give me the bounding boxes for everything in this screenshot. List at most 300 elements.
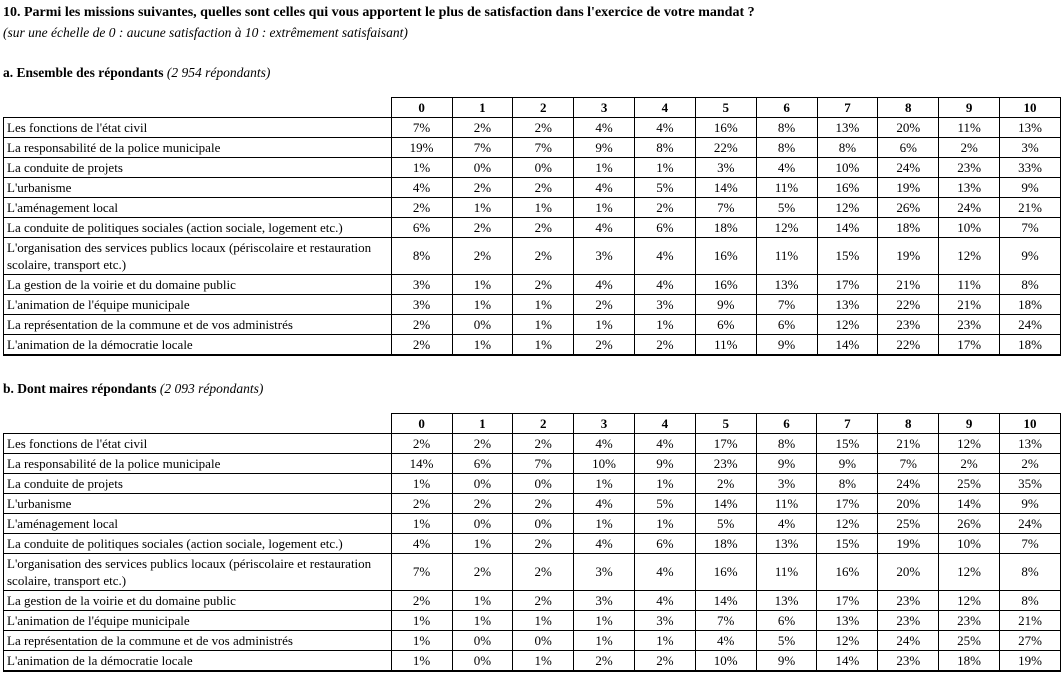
percentage-cell: 15%	[817, 434, 878, 454]
percentage-cell: 2%	[513, 238, 574, 275]
mission-label: L'urbanisme	[4, 178, 392, 198]
mission-row	[4, 554, 1061, 591]
percentage-cell: 11%	[756, 554, 817, 591]
mission-label: L'organisation des services publics locaux (périscolaire et restauration scolaire, transport etc.)	[4, 554, 392, 591]
percentage-cell: 21%	[1000, 611, 1061, 631]
percentage-cell: 13%	[939, 178, 1000, 198]
mission-row	[4, 198, 1061, 218]
percentage-cell: 5%	[695, 514, 756, 534]
percentage-cell: 18%	[695, 218, 756, 238]
percentage-cell: 24%	[878, 474, 939, 494]
scale-column-header: 7	[817, 98, 878, 118]
percentage-cell: 4%	[574, 534, 635, 554]
corner-cell	[4, 98, 392, 118]
scale-column-header: 4	[634, 414, 695, 434]
percentage-cell: 0%	[452, 474, 513, 494]
percentage-cell: 1%	[391, 611, 452, 631]
percentage-cell: 1%	[574, 611, 635, 631]
percentage-cell: 11%	[695, 335, 756, 356]
percentage-cell: 2%	[391, 434, 452, 454]
mission-label: La responsabilité de la police municipale	[4, 138, 392, 158]
percentage-cell: 2%	[574, 295, 635, 315]
scale-column-header: 8	[878, 98, 939, 118]
percentage-cell: 1%	[574, 474, 635, 494]
scale-column-header: 6	[756, 98, 817, 118]
percentage-cell: 18%	[1000, 295, 1061, 315]
percentage-cell: 4%	[634, 434, 695, 454]
percentage-cell: 2%	[513, 118, 574, 138]
percentage-cell: 1%	[574, 198, 635, 218]
percentage-cell: 11%	[756, 178, 817, 198]
question-scale-note: (sur une échelle de 0 : aucune satisfaction à 10 : extrêmement satisfaisant)	[3, 25, 408, 40]
percentage-cell: 8%	[635, 138, 696, 158]
section-a-respondent-count: (2 954 répondants)	[166, 65, 271, 80]
percentage-cell: 2%	[513, 275, 574, 295]
percentage-cell: 4%	[695, 631, 756, 651]
percentage-cell: 0%	[452, 631, 513, 651]
percentage-cell: 2%	[513, 218, 574, 238]
percentage-cell: 25%	[939, 474, 1000, 494]
percentage-cell: 23%	[939, 611, 1000, 631]
percentage-cell: 23%	[878, 591, 939, 611]
percentage-cell: 13%	[817, 611, 878, 631]
percentage-cell: 7%	[878, 454, 939, 474]
percentage-cell: 19%	[1000, 651, 1061, 672]
table-ensemble-repondants	[3, 97, 1061, 356]
percentage-cell: 9%	[817, 454, 878, 474]
percentage-cell: 4%	[574, 218, 635, 238]
percentage-cell: 17%	[939, 335, 1000, 356]
mission-row	[4, 494, 1061, 514]
percentage-cell: 1%	[634, 631, 695, 651]
percentage-cell: 2%	[452, 118, 513, 138]
mission-label: La représentation de la commune et de vos administrés	[4, 315, 392, 335]
percentage-cell: 12%	[756, 218, 817, 238]
percentage-cell: 9%	[756, 454, 817, 474]
mission-label: La conduite de projets	[4, 158, 392, 178]
percentage-cell: 3%	[695, 158, 756, 178]
percentage-cell: 13%	[1000, 118, 1061, 138]
scale-header-row	[4, 98, 1061, 118]
mission-row	[4, 178, 1061, 198]
percentage-cell: 1%	[391, 474, 452, 494]
percentage-cell: 2%	[574, 335, 635, 356]
percentage-cell: 19%	[878, 238, 939, 275]
percentage-cell: 1%	[391, 651, 452, 672]
percentage-cell: 16%	[695, 238, 756, 275]
percentage-cell: 2%	[513, 178, 574, 198]
percentage-cell: 1%	[513, 295, 574, 315]
percentage-cell: 14%	[817, 218, 878, 238]
percentage-cell: 11%	[756, 238, 817, 275]
percentage-cell: 0%	[452, 315, 513, 335]
mission-row	[4, 434, 1061, 454]
scale-column-header: 5	[695, 98, 756, 118]
percentage-cell: 21%	[1000, 198, 1061, 218]
percentage-cell: 9%	[634, 454, 695, 474]
percentage-cell: 9%	[574, 138, 635, 158]
percentage-cell: 2%	[452, 494, 513, 514]
percentage-cell: 1%	[513, 611, 574, 631]
mission-label: La conduite de politiques sociales (action sociale, logement etc.)	[4, 534, 392, 554]
percentage-cell: 7%	[391, 554, 452, 591]
scale-column-header: 10	[1000, 414, 1061, 434]
section-a-heading-label: a. Ensemble des répondants	[3, 65, 164, 80]
percentage-cell: 10%	[939, 218, 1000, 238]
percentage-cell: 0%	[513, 631, 574, 651]
percentage-cell: 12%	[817, 198, 878, 218]
mission-label: Les fonctions de l'état civil	[4, 118, 392, 138]
percentage-cell: 12%	[939, 554, 1000, 591]
percentage-cell: 9%	[1000, 238, 1061, 275]
percentage-cell: 5%	[634, 494, 695, 514]
percentage-cell: 2%	[634, 651, 695, 672]
scale-column-header: 9	[939, 414, 1000, 434]
mission-row	[4, 315, 1061, 335]
percentage-cell: 19%	[878, 178, 939, 198]
percentage-cell: 4%	[391, 178, 452, 198]
percentage-cell: 0%	[452, 514, 513, 534]
percentage-cell: 14%	[695, 494, 756, 514]
percentage-cell: 1%	[574, 315, 635, 335]
percentage-cell: 4%	[391, 534, 452, 554]
percentage-cell: 8%	[1000, 275, 1061, 295]
percentage-cell: 8%	[1000, 591, 1061, 611]
percentage-cell: 1%	[635, 158, 696, 178]
percentage-cell: 2%	[635, 198, 696, 218]
table-maires-repondants	[3, 413, 1061, 672]
mission-label: La conduite de politiques sociales (action sociale, logement etc.)	[4, 218, 392, 238]
percentage-cell: 25%	[939, 631, 1000, 651]
mission-label: La conduite de projets	[4, 474, 392, 494]
percentage-cell: 4%	[574, 494, 635, 514]
percentage-cell: 3%	[756, 474, 817, 494]
percentage-cell: 5%	[756, 198, 817, 218]
percentage-cell: 21%	[939, 295, 1000, 315]
scale-column-header: 1	[452, 98, 513, 118]
percentage-cell: 7%	[1000, 534, 1061, 554]
percentage-cell: 10%	[695, 651, 756, 672]
mission-row	[4, 631, 1061, 651]
percentage-cell: 1%	[452, 534, 513, 554]
percentage-cell: 14%	[817, 651, 878, 672]
mission-row	[4, 138, 1061, 158]
percentage-cell: 0%	[452, 651, 513, 672]
percentage-cell: 2%	[452, 218, 513, 238]
scale-column-header: 1	[452, 414, 513, 434]
percentage-cell: 2%	[391, 591, 452, 611]
scale-column-header: 2	[513, 414, 574, 434]
section-a-heading	[3, 64, 1061, 81]
section-b-heading	[3, 380, 1061, 397]
scale-column-header: 5	[695, 414, 756, 434]
percentage-cell: 1%	[391, 514, 452, 534]
percentage-cell: 17%	[817, 591, 878, 611]
mission-row	[4, 591, 1061, 611]
percentage-cell: 8%	[756, 434, 817, 454]
mission-row	[4, 651, 1061, 672]
percentage-cell: 23%	[878, 611, 939, 631]
mission-label: L'animation de la démocratie locale	[4, 651, 392, 672]
percentage-cell: 12%	[817, 514, 878, 534]
percentage-cell: 26%	[878, 198, 939, 218]
percentage-cell: 2%	[391, 315, 452, 335]
percentage-cell: 6%	[878, 138, 939, 158]
percentage-cell: 26%	[939, 514, 1000, 534]
percentage-cell: 4%	[635, 118, 696, 138]
percentage-cell: 14%	[391, 454, 452, 474]
percentage-cell: 9%	[695, 295, 756, 315]
percentage-cell: 23%	[939, 158, 1000, 178]
percentage-cell: 1%	[452, 591, 513, 611]
percentage-cell: 10%	[939, 534, 1000, 554]
percentage-cell: 3%	[391, 275, 452, 295]
percentage-cell: 17%	[817, 275, 878, 295]
percentage-cell: 18%	[1000, 335, 1061, 356]
percentage-cell: 25%	[878, 514, 939, 534]
percentage-cell: 1%	[452, 198, 513, 218]
percentage-cell: 14%	[695, 178, 756, 198]
mission-row	[4, 158, 1061, 178]
mission-row	[4, 454, 1061, 474]
percentage-cell: 7%	[452, 138, 513, 158]
percentage-cell: 7%	[1000, 218, 1061, 238]
scale-column-header: 7	[817, 414, 878, 434]
percentage-cell: 7%	[391, 118, 452, 138]
percentage-cell: 15%	[817, 534, 878, 554]
scale-column-header: 0	[391, 98, 452, 118]
mission-label: L'animation de l'équipe municipale	[4, 611, 392, 631]
percentage-cell: 23%	[695, 454, 756, 474]
mission-label: La responsabilité de la police municipale	[4, 454, 392, 474]
percentage-cell: 2%	[391, 494, 452, 514]
percentage-cell: 23%	[878, 651, 939, 672]
percentage-cell: 10%	[574, 454, 635, 474]
percentage-cell: 21%	[878, 434, 939, 454]
percentage-cell: 14%	[695, 591, 756, 611]
mission-label: Les fonctions de l'état civil	[4, 434, 392, 454]
percentage-cell: 22%	[878, 295, 939, 315]
percentage-cell: 2%	[391, 198, 452, 218]
percentage-cell: 9%	[1000, 494, 1061, 514]
percentage-cell: 23%	[878, 315, 939, 335]
scale-column-header: 8	[878, 414, 939, 434]
percentage-cell: 5%	[756, 631, 817, 651]
mission-label: L'aménagement local	[4, 514, 392, 534]
percentage-cell: 24%	[939, 198, 1000, 218]
percentage-cell: 6%	[634, 534, 695, 554]
percentage-cell: 16%	[695, 275, 756, 295]
percentage-cell: 1%	[452, 275, 513, 295]
percentage-cell: 2%	[513, 591, 574, 611]
percentage-cell: 24%	[878, 631, 939, 651]
percentage-cell: 13%	[756, 591, 817, 611]
percentage-cell: 27%	[1000, 631, 1061, 651]
percentage-cell: 4%	[635, 238, 696, 275]
percentage-cell: 4%	[634, 554, 695, 591]
percentage-cell: 18%	[878, 218, 939, 238]
percentage-cell: 1%	[634, 514, 695, 534]
percentage-cell: 3%	[391, 295, 452, 315]
percentage-cell: 2%	[513, 434, 574, 454]
mission-label: La représentation de la commune et de vos administrés	[4, 631, 392, 651]
percentage-cell: 13%	[756, 534, 817, 554]
percentage-cell: 20%	[878, 494, 939, 514]
percentage-cell: 2%	[939, 138, 1000, 158]
percentage-cell: 11%	[939, 275, 1000, 295]
mission-row	[4, 218, 1061, 238]
percentage-cell: 1%	[391, 158, 452, 178]
mission-row	[4, 474, 1061, 494]
percentage-cell: 4%	[635, 275, 696, 295]
percentage-cell: 35%	[1000, 474, 1061, 494]
percentage-cell: 8%	[817, 138, 878, 158]
mission-row	[4, 238, 1061, 275]
percentage-cell: 3%	[634, 611, 695, 631]
percentage-cell: 1%	[513, 335, 574, 356]
percentage-cell: 3%	[574, 591, 635, 611]
percentage-cell: 2%	[513, 534, 574, 554]
mission-row	[4, 534, 1061, 554]
percentage-cell: 2%	[574, 651, 635, 672]
percentage-cell: 4%	[574, 118, 635, 138]
percentage-cell: 2%	[452, 554, 513, 591]
percentage-cell: 4%	[756, 514, 817, 534]
percentage-cell: 8%	[756, 138, 817, 158]
percentage-cell: 7%	[756, 295, 817, 315]
percentage-cell: 8%	[817, 474, 878, 494]
percentage-cell: 5%	[635, 178, 696, 198]
percentage-cell: 16%	[817, 554, 878, 591]
percentage-cell: 3%	[574, 238, 635, 275]
percentage-cell: 13%	[756, 275, 817, 295]
percentage-cell: 22%	[695, 138, 756, 158]
percentage-cell: 2%	[939, 454, 1000, 474]
percentage-cell: 17%	[695, 434, 756, 454]
percentage-cell: 6%	[391, 218, 452, 238]
mission-row	[4, 335, 1061, 356]
percentage-cell: 7%	[695, 611, 756, 631]
mission-label: La gestion de la voirie et du domaine public	[4, 275, 392, 295]
percentage-cell: 1%	[574, 631, 635, 651]
percentage-cell: 4%	[756, 158, 817, 178]
percentage-cell: 20%	[878, 554, 939, 591]
scale-column-header: 4	[635, 98, 696, 118]
percentage-cell: 12%	[939, 238, 1000, 275]
percentage-cell: 6%	[695, 315, 756, 335]
mission-label: L'aménagement local	[4, 198, 392, 218]
mission-label: L'urbanisme	[4, 494, 392, 514]
percentage-cell: 6%	[756, 611, 817, 631]
percentage-cell: 1%	[513, 315, 574, 335]
percentage-cell: 8%	[1000, 554, 1061, 591]
percentage-cell: 1%	[574, 514, 635, 534]
percentage-cell: 20%	[878, 118, 939, 138]
mission-row	[4, 514, 1061, 534]
mission-label: L'animation de l'équipe municipale	[4, 295, 392, 315]
mission-label: L'organisation des services publics locaux (périscolaire et restauration scolaire, transport etc.)	[4, 238, 392, 275]
mission-row	[4, 611, 1061, 631]
percentage-cell: 33%	[1000, 158, 1061, 178]
scale-header-row	[4, 414, 1061, 434]
percentage-cell: 13%	[817, 295, 878, 315]
percentage-cell: 17%	[817, 494, 878, 514]
percentage-cell: 12%	[817, 631, 878, 651]
percentage-cell: 12%	[939, 434, 1000, 454]
mission-label: La gestion de la voirie et du domaine public	[4, 591, 392, 611]
percentage-cell: 9%	[756, 651, 817, 672]
percentage-cell: 11%	[756, 494, 817, 514]
section-b-heading-label: b. Dont maires répondants	[3, 381, 157, 396]
percentage-cell: 4%	[634, 591, 695, 611]
mission-row	[4, 275, 1061, 295]
scale-column-header: 3	[574, 98, 635, 118]
percentage-cell: 1%	[513, 651, 574, 672]
percentage-cell: 12%	[939, 591, 1000, 611]
percentage-cell: 3%	[635, 295, 696, 315]
percentage-cell: 24%	[1000, 315, 1061, 335]
percentage-cell: 2%	[513, 554, 574, 591]
mission-row	[4, 295, 1061, 315]
scale-column-header: 9	[939, 98, 1000, 118]
percentage-cell: 24%	[1000, 514, 1061, 534]
percentage-cell: 2%	[452, 178, 513, 198]
percentage-cell: 2%	[452, 434, 513, 454]
scale-column-header: 3	[574, 414, 635, 434]
percentage-cell: 1%	[574, 158, 635, 178]
scale-column-header: 0	[391, 414, 452, 434]
percentage-cell: 6%	[756, 315, 817, 335]
percentage-cell: 2%	[452, 238, 513, 275]
percentage-cell: 0%	[452, 158, 513, 178]
percentage-cell: 1%	[452, 295, 513, 315]
percentage-cell: 3%	[574, 554, 635, 591]
percentage-cell: 4%	[574, 178, 635, 198]
percentage-cell: 8%	[756, 118, 817, 138]
percentage-cell: 11%	[939, 118, 1000, 138]
percentage-cell: 1%	[634, 474, 695, 494]
percentage-cell: 14%	[817, 335, 878, 356]
percentage-cell: 10%	[817, 158, 878, 178]
percentage-cell: 2%	[635, 335, 696, 356]
percentage-cell: 22%	[878, 335, 939, 356]
percentage-cell: 0%	[513, 514, 574, 534]
scale-column-header: 2	[513, 98, 574, 118]
percentage-cell: 15%	[817, 238, 878, 275]
percentage-cell: 0%	[513, 474, 574, 494]
mission-row	[4, 118, 1061, 138]
percentage-cell: 24%	[878, 158, 939, 178]
percentage-cell: 1%	[635, 315, 696, 335]
percentage-cell: 6%	[635, 218, 696, 238]
percentage-cell: 18%	[695, 534, 756, 554]
percentage-cell: 19%	[391, 138, 452, 158]
scale-column-header: 10	[1000, 98, 1061, 118]
percentage-cell: 18%	[939, 651, 1000, 672]
scale-column-header: 6	[756, 414, 817, 434]
percentage-cell: 13%	[817, 118, 878, 138]
percentage-cell: 7%	[513, 138, 574, 158]
percentage-cell: 16%	[817, 178, 878, 198]
percentage-cell: 21%	[878, 275, 939, 295]
percentage-cell: 3%	[1000, 138, 1061, 158]
question-title: 10. Parmi les missions suivantes, quelles sont celles qui vous apportent le plus de satisfaction dans l'exercice de votre mandat ?	[3, 5, 755, 20]
percentage-cell: 1%	[452, 611, 513, 631]
section-b-respondent-count: (2 093 répondants)	[159, 381, 264, 396]
percentage-cell: 4%	[574, 275, 635, 295]
percentage-cell: 1%	[391, 631, 452, 651]
percentage-cell: 6%	[452, 454, 513, 474]
